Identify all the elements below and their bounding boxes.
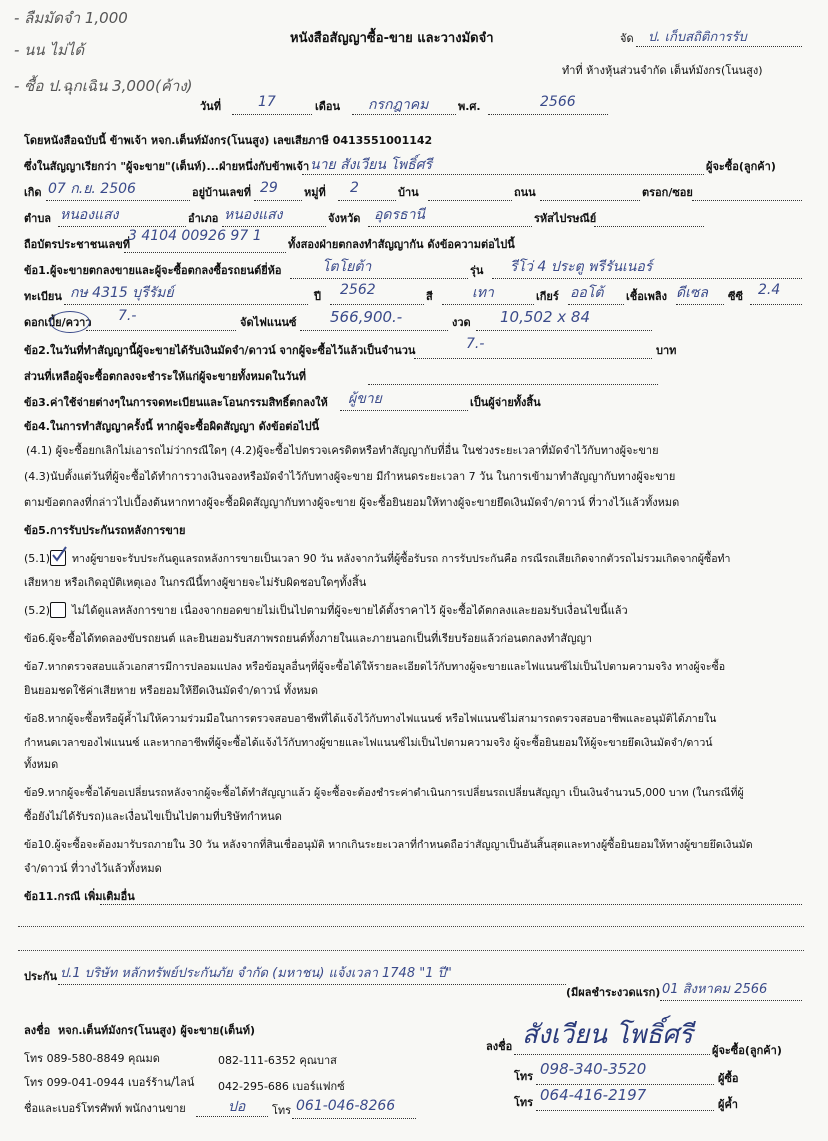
fuel-label: เชื้อเพลิง bbox=[626, 290, 667, 303]
clause3: ข้อ3.ค่าใช้จ่ายต่างๆในการจดทะเบียนและโอนกรรมสิทธิ์ตกลงให้ bbox=[24, 396, 328, 409]
clause2b-line bbox=[368, 384, 658, 385]
year-line bbox=[488, 114, 608, 115]
buyer-name: นาย สังเวียน โพธิ์ศรี bbox=[310, 157, 433, 173]
clause5-1b: เสียหาย หรือเกิดอุบัติเหตุเอง ในกรณีนี้ทางผู้ขายจะไม่รับผิดชอบใดๆทั้งสิ้น bbox=[24, 576, 367, 589]
sales-name: ปอ bbox=[228, 1099, 246, 1115]
model-value: รีโว่ 4 ประตู พรีรันเนอร์ bbox=[510, 259, 653, 275]
brand-value: โตโยต้า bbox=[322, 259, 372, 275]
clause4-3b: ตามข้อตกลงที่กล่าวไปเบื้องต้นหากทางผู้จะซื้อผิดสัญญากับทางผู้จะขาย ผู้จะซื้อยินยอมให้ทางผู้จะขายยึดเงินมัดจำ/ดาวน์ ที่วางไว้แล้วทั้งหมด bbox=[24, 496, 680, 509]
province-field-label: จังหวัด bbox=[328, 212, 361, 225]
reg-value: กษ 4315 บุรีรัมย์ bbox=[70, 285, 174, 301]
clause8c: ทั้งหมด bbox=[24, 758, 59, 771]
cc-label: ซีซี bbox=[728, 290, 743, 303]
year-value: 2566 bbox=[540, 94, 576, 110]
clause2-unit: บาท bbox=[656, 344, 677, 357]
sales-tel-line bbox=[292, 1118, 416, 1119]
year-field-line bbox=[330, 304, 424, 305]
insurance-value: ป.1 บริษัท หลักทรัพย์ประกันภัย จำกัด (มหาชน) แจ้งเวลา 1748 "1 ปี" bbox=[60, 966, 452, 981]
seller-sign-label: ลงชื่อ bbox=[24, 1024, 51, 1037]
clause4: ข้อ4.ในการทำสัญญาครั้งนี้ หากผู้จะซื้อผิดสัญญา ดังข้อต่อไปนี้ bbox=[24, 420, 320, 433]
buyer-intro: ซึ่งในสัญญาเรียกว่า "ผู้จะขาย"(เต็นท์)...ฝ่ายหนึ่งกับข้าพเจ้า bbox=[24, 160, 310, 173]
postcode-label: รหัสไปรษณีย์ bbox=[534, 212, 597, 225]
year-label: พ.ศ. bbox=[458, 100, 481, 113]
buyer-role: ผู้จะซื้อ(ลูกค้า) bbox=[706, 160, 776, 173]
province-label: จัด bbox=[620, 32, 634, 45]
soi-label: ตรอก/ซอย bbox=[642, 186, 693, 199]
tel-line3: โทร 099-041-0944 เบอร์ร้าน/ไลน์ bbox=[24, 1076, 195, 1089]
born-label: เกิด bbox=[24, 186, 42, 199]
province-value: ป. เก็บสถิติการรับ bbox=[648, 30, 747, 45]
moo-label: หมู่ที่ bbox=[304, 186, 326, 199]
model-label: รุ่น bbox=[470, 264, 484, 277]
id-suffix: ทั้งสองฝ่ายตกลงทำสัญญากัน ดังข้อความต่อไปนี้ bbox=[288, 238, 515, 251]
sales-label: ชื่อและเบอร์โทรศัพท์ พนักงานขาย bbox=[24, 1102, 186, 1115]
moo-value: 2 bbox=[350, 180, 359, 196]
no-warranty-checkbox[interactable] bbox=[50, 602, 66, 618]
color-line bbox=[442, 304, 534, 305]
road-label: ถนน bbox=[514, 186, 536, 199]
guarantor-tel-line bbox=[536, 1110, 714, 1111]
finance-label: จัดไฟแนนซ์ bbox=[240, 316, 297, 329]
color-value: เทา bbox=[472, 285, 494, 301]
reg-line bbox=[64, 304, 308, 305]
clause11-line1 bbox=[100, 904, 802, 905]
buyer-sign-label: ลงชื่อ bbox=[486, 1040, 513, 1053]
soi-line bbox=[692, 200, 802, 201]
born-line bbox=[46, 200, 190, 201]
buyer-sign-role: ผู้จะซื้อ(ลูกค้า) bbox=[712, 1044, 782, 1057]
day-value: 17 bbox=[258, 94, 276, 110]
moo-line bbox=[338, 200, 396, 201]
cc-value: 2.4 bbox=[758, 282, 781, 298]
rate-label: ดอกเบี้ย/ควาว bbox=[24, 316, 92, 329]
sales-tel: 061-046-8266 bbox=[296, 1098, 396, 1114]
village-label: บ้าน bbox=[398, 186, 419, 199]
contract-title: หนังสือสัญญาซื้อ-ขาย และวางมัดจำ bbox=[290, 31, 494, 46]
cc-line bbox=[750, 304, 802, 305]
clause11-line2 bbox=[18, 926, 804, 927]
insurance-line bbox=[58, 984, 566, 985]
clause8: ข้อ8.หากผู้จะซื้อหรือผู้ค้ำไม่ให้ความร่วมมือในการตรวจสอบอาชีพที่ได้แจ้งไว้กับทางไฟแนนซ์ หรือไฟแนนซ์ไม่สามารถตรวจสอบอาชีพและอนุมัติได้ภายใน bbox=[24, 713, 717, 725]
clause5-1-tag: (5.1) bbox=[24, 552, 51, 565]
checkmark-icon bbox=[50, 546, 68, 564]
finance-line bbox=[300, 330, 448, 331]
postcode-line bbox=[594, 226, 704, 227]
house-line bbox=[254, 200, 302, 201]
tel-line1: โทร 089-580-8849 คุณมด bbox=[24, 1052, 160, 1065]
sales-tel-label: โทร bbox=[272, 1104, 292, 1117]
clause10: ข้อ10.ผู้จะซื้อจะต้องมารับรถภายใน 30 วัน หลังจากที่สินเชื่ออนุมัติ หากเกินระยะเวลาที่กำหนดถือว่าสัญญาเป็นอันสิ้นสุดและทางผู้ซื้อยินยอมให้ทางผู้ขายยึดเงินมัด bbox=[24, 839, 753, 851]
seller-intro: โดยหนังสือฉบับนี้ ข้าพเจ้า หจก.เต็นท์มังกร(โนนสูง) เลขเสียภาษี 0413551001142 bbox=[24, 134, 433, 147]
house-no: 29 bbox=[260, 180, 278, 196]
tel-line2: 082-111-6352 คุณบาส bbox=[218, 1054, 337, 1067]
amphoe-label: อำเภอ bbox=[188, 212, 219, 225]
clause7: ข้อ7.หากตรวจสอบแล้วเอกสารมีการปลอมแปลง หรือข้อมูลอื่นๆที่ผู้จะซื้อได้ให้รายละเอียดไว้กับทางผู้จะขายและไฟแนนซ์ไม่เป็นไปตามความจริง ทางผู้จะซื้อ bbox=[24, 661, 726, 673]
clause1-label: ข้อ1.ผู้จะขายตกลงขายและผู้จะซื้อตกลงซื้อรถยนต์ยี่ห้อ bbox=[24, 264, 282, 277]
clause3-line bbox=[340, 410, 468, 411]
clause11: ข้อ11.กรณี เพิ่มเติมอื่น bbox=[24, 890, 135, 903]
guarantor-tel-role: ผู้ค้ำ bbox=[718, 1098, 738, 1111]
insurance-effective-label: (มีผลชำระงวดแรก) bbox=[566, 986, 661, 999]
gear-line bbox=[568, 304, 624, 305]
clause10b: จำ/ดาวน์ ที่วางไว้แล้วทั้งหมด bbox=[24, 862, 162, 875]
clause9b: ซื้อยังไม่ได้รับรถ)และเงื่อนไขเป็นไปตามที่บริษัทกำหนด bbox=[24, 810, 282, 823]
tambon-line bbox=[58, 226, 186, 227]
rate-line bbox=[86, 330, 236, 331]
rate-circle-mark bbox=[50, 311, 90, 333]
clause2-value: 7.- bbox=[466, 336, 485, 352]
rate-value: 7.- bbox=[118, 308, 137, 324]
margin-note-2: - นน ไม่ได้ bbox=[14, 41, 85, 59]
village-line bbox=[428, 200, 512, 201]
clause3-value: ผู้ขาย bbox=[348, 391, 382, 407]
reg-label: ทะเบียน bbox=[24, 290, 62, 303]
clause4-1: (4.1) ผู้จะซื้อยกเลิกไม่เอารถไม่ว่ากรณีใดๆ (4.2)ผู้จะซื้อไปตรวจเครดิตหรือทำสัญญากับที่อื่น ในช่วงระยะเวลาที่มัดจำไว้กับทางผู้จะขาย bbox=[26, 444, 659, 457]
buyer-tel-line bbox=[536, 1084, 714, 1085]
gear-value: ออโต้ bbox=[570, 285, 604, 301]
clause3-suffix: เป็นผู้จ่ายทั้งสิ้น bbox=[470, 396, 541, 409]
installment-line bbox=[476, 330, 652, 331]
insurance-label: ประกัน bbox=[24, 970, 57, 983]
buyer-tel-role: ผู้ซื้อ bbox=[718, 1072, 739, 1085]
guarantor-tel-label: โทร bbox=[514, 1096, 534, 1109]
seller-sign-text: หจก.เต็นท์มังกร(โนนสูง) ผู้จะขาย(เต็นท์) bbox=[58, 1024, 255, 1037]
clause9: ข้อ9.หากผู้จะซื้อได้ขอเปลี่ยนรถหลังจากผู้จะซื้อได้ทำสัญญาแล้ว ผู้จะซื้อจะต้องชำระค่าดำเนินการเปลี่ยนรถเปลี่ยนสัญญา เป็นเงินจำนวน5,000 บาท (ในกรณีที่ผู้ bbox=[24, 787, 744, 799]
warranty-checkbox-checked[interactable] bbox=[50, 550, 66, 566]
amphoe-value: หนองแสง bbox=[224, 207, 283, 223]
clause6: ข้อ6.ผู้จะซื้อได้ทดลองขับรถยนต์ และยินยอมรับสภาพรถยนต์ทั้งภายในและภายนอกเป็นที่เรียบร้อยแล้วก่อนตกลงทำสัญญา bbox=[24, 632, 593, 645]
fuel-line bbox=[676, 304, 724, 305]
id-label: ถือบัตรประชาชนเลขที่ bbox=[24, 238, 130, 251]
model-line bbox=[492, 278, 802, 279]
day-line bbox=[232, 114, 312, 115]
amphoe-line bbox=[222, 226, 326, 227]
day-label: วันที่ bbox=[200, 100, 221, 113]
id-line bbox=[124, 252, 286, 253]
clause5-2-tag: (5.2) bbox=[24, 604, 51, 617]
buyer-tel-label: โทร bbox=[514, 1070, 534, 1083]
buyer-signature: สังเวียน โพธิ์ศรี bbox=[522, 1020, 693, 1050]
year-field-value: 2562 bbox=[340, 282, 376, 298]
clause5-2: ไม่ได้ดูแลหลังการขาย เนื่องจากยอดขายไม่เป็นไปตามที่ผู้จะขายได้ตั้งราคาไว้ ผู้จะซื้อได้ตกลงและยอมรับเงื่อนไขนี้แล้ว bbox=[72, 604, 628, 617]
margin-note-deposit: - ลืมมัดจำ 1,000 bbox=[14, 9, 128, 27]
tambon-value: หนองแสง bbox=[60, 207, 119, 223]
fuel-value: ดีเซล bbox=[676, 285, 708, 301]
province-field-value: อุดรธานี bbox=[374, 207, 425, 223]
clause2-line bbox=[414, 358, 652, 359]
color-label: สี bbox=[426, 290, 433, 303]
finance-value: 566,900.- bbox=[330, 308, 403, 326]
clause11-line3 bbox=[18, 950, 804, 951]
guarantor-tel: 064-416-2197 bbox=[540, 1086, 647, 1104]
clause8b: กำหนดเวลาของไฟแนนซ์ และหากอาชีพที่ผู้จะซื้อได้แจ้งไว้กับทางผู้ขายและไฟแนนซ์ไม่เป็นไปตามความจริง ผู้จะซื้อยินยอมให้ผู้จะขายยึดเงินมัดจำ/ดาวน์ bbox=[24, 737, 713, 749]
clause5: ข้อ5.การรับประกันรถหลังการขาย bbox=[24, 524, 186, 537]
address-label: อยู่บ้านเลขที่ bbox=[192, 186, 252, 199]
clause4-3: (4.3)นับตั้งแต่วันที่ผู้จะซื้อได้ทำการวางเงินจองหรือมัดจำไว้กับทางผู้จะขาย มีกำหนดระยะเวลา 7 วัน ในการเข้ามาทำสัญญากับทางผู้จะขาย bbox=[24, 470, 676, 483]
province-field-line bbox=[368, 226, 532, 227]
road-line bbox=[540, 200, 640, 201]
clause5-1: ทางผู้ขายจะรับประกันดูแลรถหลังการขายเป็นเวลา 90 วัน หลังจากวันที่ผู้ซื้อรับรถ การรับประกันคือ กรณีรถเสียเกิดจากตัวรถไม่รวมเกิดจากผู้ซื้อทำ bbox=[72, 553, 731, 565]
insurance-effective-value: 01 สิงหาคม 2566 bbox=[662, 982, 768, 997]
month-label: เดือน bbox=[315, 100, 341, 113]
tel-line4: 042-295-686 เบอร์แฟกซ์ bbox=[218, 1080, 345, 1093]
clause2b: ส่วนที่เหลือผู้จะซื้อตกลงจะชำระให้แก่ผู้จะขายทั้งหมดในวันที่ bbox=[24, 370, 307, 383]
id-value: 3 4104 00926 97 1 bbox=[128, 228, 262, 244]
installment-value: 10,502 x 84 bbox=[500, 308, 590, 326]
month-value: กรกฎาคม bbox=[368, 97, 429, 113]
clause7b: ยินยอมชดใช้ค่าเสียหาย หรือยอมให้ยึดเงินมัดจำ/ดาวน์ ทั้งหมด bbox=[24, 684, 318, 697]
made-at: ทำที่ ห้างหุ้นส่วนจำกัด เต็นท์มังกร(โนนสูง) bbox=[562, 64, 763, 77]
insurance-effective-line bbox=[660, 1000, 802, 1001]
brand-line bbox=[290, 278, 468, 279]
born-value: 07 ก.ย. 2506 bbox=[48, 181, 136, 197]
year-field-label: ปี bbox=[314, 290, 321, 303]
tambon-label: ตำบล bbox=[24, 212, 52, 225]
margin-note-3: - ซื้อ ป.ฉุกเฉิน 3,000(ค้าง) bbox=[14, 77, 193, 95]
buyer-tel: 098-340-3520 bbox=[540, 1060, 647, 1078]
gear-label: เกียร์ bbox=[536, 290, 559, 303]
clause2: ข้อ2.ในวันที่ทำสัญญานี้ผู้จะขายได้รับเงินมัดจำ/ดาวน์ จากผู้จะซื้อไว้แล้วเป็นจำนวน bbox=[24, 344, 416, 357]
installment-label: งวด bbox=[452, 316, 471, 329]
